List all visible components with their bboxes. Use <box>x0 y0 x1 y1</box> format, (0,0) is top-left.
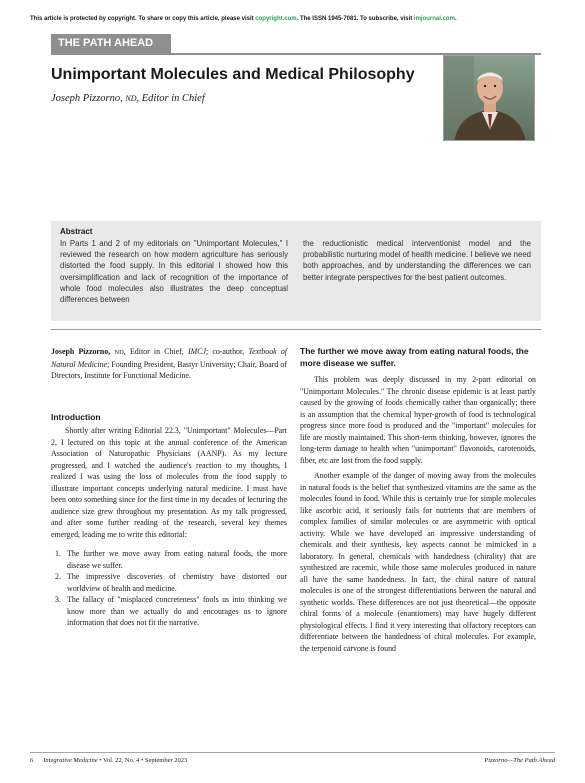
left-column <box>51 346 287 629</box>
byline <box>51 93 205 104</box>
journal-name: Integrative Medicine <box>43 757 98 764</box>
bio-book: Textbook of Natural Medicine <box>51 347 287 369</box>
list-number: 3. <box>55 595 61 604</box>
paragraph: This problem was deeply discussed in my 2-part editorial on "Unimportant Molecules." The chronic disease epidemic is at least partly caused by the growing of foods chemically rather than organically; there is an assumption that the chemical hyper-growth of food is technological progress since more food is produced and the "important" molecules for life are mostly maintained. This short-term thinking, however, ignores the long-term damage to health when "unimportant" flavonoids, carotenoids, fiber, etc are lost from the food supply. <box>300 375 536 465</box>
issn-text: . The ISSN 1945-7081. To subscribe, visit <box>296 16 414 22</box>
list-text: The impressive discoveries of chemistry have distorted our worldview of health and medicine. <box>67 572 287 593</box>
copyright-notice <box>30 16 555 22</box>
introduction-paragraph: Shortly after writing Editorial 22.3, "Unimportant" Molecules—Part 2, I lectured on this topic at the annual conference of the American Association of Naturopathic Physicians (AANP). As my lecture progressed, and I watched the audience's reaction to my thoughts, I realized I was using the loss of molecules from the food supply to illustrate important concepts underlying natural medicine. I must have been onto something since for the first time in my decades of lecturing the audience size grew throughout my presentation. As my talk progressed, and after some further reading of the research, several key themes emerged, leading me to write this editorial: <box>51 426 287 539</box>
list-text: The fallacy of "misplaced concreteness" fools us into thinking we know more than we actually do and encourages us to ignore information that does not fit the narrative. <box>67 595 287 627</box>
list-item <box>51 548 287 571</box>
bio-journal: IMCJ <box>187 347 206 356</box>
bio-text-2: ; co-author, <box>205 347 249 356</box>
footer-rule <box>30 752 555 753</box>
right-column <box>300 346 536 654</box>
copyright-link[interactable]: copyright.com <box>255 16 297 22</box>
copyright-end: . <box>454 16 457 22</box>
paragraph: Another example of the danger of moving away from the molecules in natural foods is the belief that synthesized vitamins are the same as the molecules found in food. While this is certainly true for simple molecules like ascorbic acid, it seriously fails for nutrients that are members of complex families of similar molecules or are asymmetric with optical activity. While we have developed an impressive understanding of chemicals and their synthesis, key aspects cannot be mimicked in a laboratory. In general, chemicals with handedness (chirality) that are synthesized are racemic, while those same molecules produced in nature all have the same handedness. In fact, the chiral nature of natural molecules is one of the strongest differentiations between the natural and synthetic worlds. These differences are not just theoretical—the opposite chiral forms of a molecule (enantiomers) may have hugely different physiological effects. I find it very interesting that olfactory receptors can differentiate between the handedness of chiral molecules. For example, the terpenoid carvone is found <box>300 471 536 653</box>
bio-text-3: ; Founding President, Bastyr University; Chair, Board of Directors, Institute for Functional Medicine. <box>51 359 287 380</box>
byline-role: , Editor in Chief <box>136 93 205 104</box>
list-number: 1. <box>55 549 61 558</box>
copyright-text: This article is protected by copyright. To share or copy this article, please visit <box>30 16 256 22</box>
bio-degree: ND <box>114 349 124 356</box>
byline-name: Joseph Pizzorno, <box>51 93 126 104</box>
bio-name: Joseph Pizzorno, <box>51 347 115 356</box>
introduction-heading: Introduction <box>51 411 101 422</box>
author-bio <box>51 346 287 382</box>
list-number: 2. <box>55 572 61 581</box>
abstract-column-2: the reductionistic medical interventionist model and the probabilistic nurturing model of health medicine. I believe we need both approaches, and by understanding the differences we can better integrate perspectives for the best patient outcomes. <box>303 239 531 282</box>
author-photo <box>443 55 535 141</box>
section-label: THE PATH AHEAD <box>51 34 171 53</box>
list-item <box>51 571 287 594</box>
issue-info: • Vol. 22, No. 4 • September 2023 <box>97 757 188 764</box>
theme-list <box>51 548 287 629</box>
abstract-heading: Abstract <box>60 227 93 236</box>
list-text: The further we move away from eating natural foods, the more disease we suffer. <box>67 549 287 570</box>
subsection-heading: The further we move away from eating natural foods, the more disease we suffer. <box>300 346 529 368</box>
page-number: 6 <box>30 757 34 764</box>
author-portrait-image <box>444 56 535 141</box>
abstract-box <box>51 221 541 321</box>
article-title: Unimportant Molecules and Medical Philosophy <box>51 66 415 83</box>
running-head: Pizzorno—The Path Ahead <box>484 757 555 764</box>
byline-degree: ND <box>125 94 137 103</box>
abstract-column-1: In Parts 1 and 2 of my editorials on "Unimportant Molecules," I reviewed the research on how modern agriculture has seriously distorted the food supply. In this editorial I showed how this oversimplification and lack of recognition of the importance of whole food molecules also illustrates the deep conceptual differences between <box>60 239 288 305</box>
subscribe-link[interactable]: imjournal.com <box>413 16 455 22</box>
abstract-divider <box>51 329 541 330</box>
bio-text-1: , Editor in Chief, <box>123 347 188 356</box>
footer-left <box>30 757 187 764</box>
list-item <box>51 594 287 629</box>
